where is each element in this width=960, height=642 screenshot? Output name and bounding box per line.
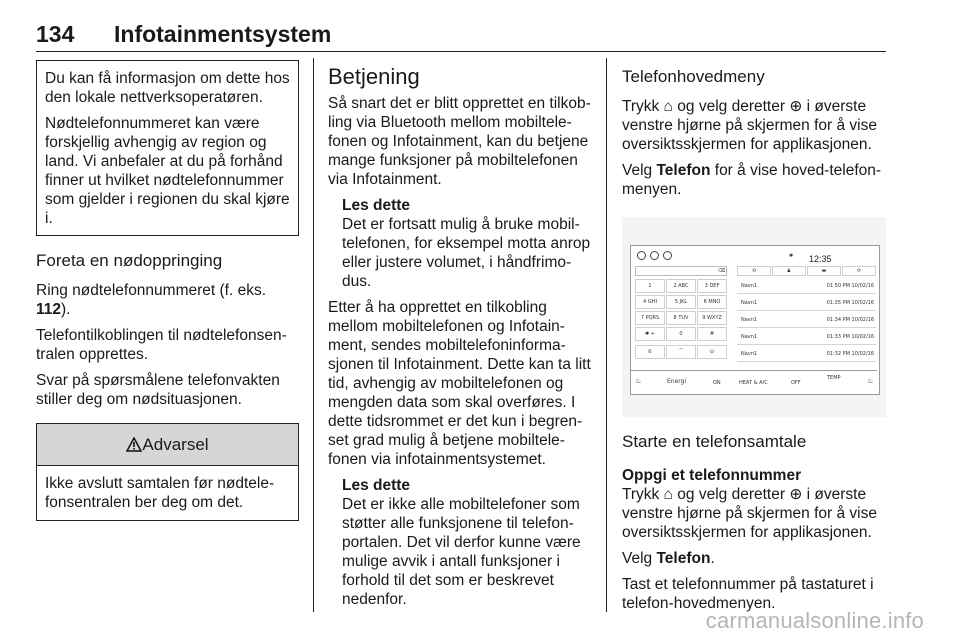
warning-header bbox=[37, 424, 298, 466]
operation-paragraph-2: Etter å ha opprettet en tilkobling mellom mobiltelefonen og Infotainment, sendes mobiltelefoninformasjonen til Infotainment. Dette kan ta litt tid, avhengig av mobiltelefonen og mengden data som skal overføres. I dette tidsrommet er det kun i begrenset grad mulig å betjene mobiltelefonen via infotainmentsystemet. bbox=[328, 299, 591, 468]
phone-menu-paragraph-1: Trykk ⌂ og velg deretter ⊕ i øverste venstre hjørne på skjermen for å vise oversiktsskjermen for applikasjonen. bbox=[622, 98, 877, 153]
note-1 bbox=[342, 196, 593, 291]
operation-paragraph-1: Så snart det er blitt opprettet en tilkobling via Bluetooth mellom mobiltelefonen og Infotainment, kan du betjene mange funksjoner på mobiltelefonen via Infotainment. bbox=[328, 95, 591, 188]
key-1: 1 bbox=[635, 279, 665, 293]
tab-favorites-icon: ▬ bbox=[807, 266, 841, 276]
start-call-paragraph-2: Velg Telefon. bbox=[622, 550, 715, 567]
call-list-item: Navn1 01:34 PM 10/02/16 bbox=[737, 312, 876, 328]
subheading-enter-number: Oppgi et telefonnummer bbox=[622, 467, 802, 484]
note-1-title: Les dette bbox=[342, 197, 411, 214]
key-3: 3 DEF bbox=[697, 279, 727, 293]
header-rule bbox=[36, 51, 886, 52]
warning-text: Ikke avslutt samtalen før nødtelefonsentralen ber deg om det. bbox=[45, 475, 275, 511]
note-2-title: Les dette bbox=[342, 477, 411, 494]
page-number: 134 bbox=[36, 21, 75, 47]
warning-title: Advarsel bbox=[142, 435, 209, 454]
emergency-paragraph-3: Svar på spørsmålene telefonvakten stiller deg om nødsituasjonen. bbox=[36, 372, 280, 408]
start-call-paragraph-3: Tast et telefonnummer på tastaturet i telefon-hovedmenyen. bbox=[622, 576, 874, 612]
contacts-icon: ☏ bbox=[697, 345, 727, 359]
column-divider-right bbox=[606, 58, 607, 612]
section-heading-emergency: Foreta en nødoppringing bbox=[36, 251, 223, 270]
start-call-paragraph-1: Trykk ⌂ og velg deretter ⊕ i øverste venstre hjørne på skjermen for å vise oversiktsskjermen for applikasjonen. bbox=[622, 486, 877, 541]
middle-column bbox=[328, 60, 593, 616]
bluetooth-icon: ✱ bbox=[789, 253, 794, 259]
key-4: 4 GHI bbox=[635, 295, 665, 309]
tab-recent-icon: ⟲ bbox=[737, 266, 771, 276]
key-8: 8 TUV bbox=[666, 311, 696, 325]
seat-heat-right-icon: ♨ bbox=[867, 377, 874, 385]
climate-bar-divider bbox=[631, 370, 877, 371]
tab-contacts-icon: ♟ bbox=[772, 266, 806, 276]
key-7: 7 PQRS bbox=[635, 311, 665, 325]
fan-off-label: OFF bbox=[791, 380, 801, 386]
column-divider-left bbox=[313, 58, 314, 612]
call-list-item: Navn1 01:50 PM 10/02/16 bbox=[737, 278, 876, 294]
call-list-item: Navn1 01:35 PM 10/02/16 bbox=[737, 295, 876, 311]
temp-label: TEMP bbox=[827, 375, 841, 381]
right-column bbox=[622, 60, 888, 620]
warning-box bbox=[36, 423, 299, 521]
home-button-icon bbox=[637, 251, 646, 260]
call-list-item: Navn1 01:32 PM 10/02/16 bbox=[737, 346, 876, 362]
clock: 12:35 bbox=[809, 254, 832, 264]
apps-button-icon bbox=[650, 251, 659, 260]
watermark: carmanualsonline.info bbox=[705, 608, 924, 633]
home-icon: ⌂ bbox=[663, 98, 673, 115]
phone-screen-illustration bbox=[622, 217, 886, 417]
apps-icon: ⊕ bbox=[789, 98, 803, 115]
key-5: 5 JKL bbox=[666, 295, 696, 309]
key-2: 2 ABC bbox=[666, 279, 696, 293]
auto-label: ON bbox=[713, 380, 721, 386]
section-heading-phone-menu: Telefonhovedmeny bbox=[622, 67, 765, 86]
left-column bbox=[36, 60, 299, 521]
home-icon: ⌂ bbox=[663, 486, 673, 503]
infotainment-screen bbox=[630, 245, 880, 395]
page-title: Infotainmentsystem bbox=[114, 21, 332, 47]
apps-icon: ⊕ bbox=[789, 486, 803, 503]
info-paragraph-2: Nødtelefonnummeret kan være forskjellig avhengig av region og land. Vi anbefaler at du på forhånd finner ut hvilket nødtelefonnummer som gjelder i regionen du skal kjøre i. bbox=[45, 115, 290, 227]
phone-menu-paragraph-2: Velg Telefon for å vise hoved-telefonmenyen. bbox=[622, 162, 882, 198]
info-box bbox=[36, 60, 299, 236]
page-header bbox=[36, 10, 886, 52]
emergency-paragraph-2: Telefontilkoblingen til nødtelefonsentralen opprettes. bbox=[36, 327, 287, 363]
key-9: 9 WXYZ bbox=[697, 311, 727, 325]
key-6: 6 MNO bbox=[697, 295, 727, 309]
energy-label: Energi bbox=[667, 378, 687, 385]
emergency-paragraph-1: Ring nødtelefonnummeret (f. eks. 112). bbox=[36, 282, 267, 318]
phone-app-icon bbox=[663, 251, 672, 260]
hangup-icon: ⌒ bbox=[666, 345, 696, 359]
note-2 bbox=[342, 476, 593, 609]
call-icon: ✆ bbox=[635, 345, 665, 359]
heat-ac-label: HEAT & A/C bbox=[739, 380, 768, 386]
key-hash: # bbox=[697, 327, 727, 341]
tab-voicemail-icon: ⟳ bbox=[842, 266, 876, 276]
number-display bbox=[635, 266, 727, 276]
warning-triangle-icon bbox=[126, 437, 142, 452]
key-0: 0 bbox=[666, 327, 696, 341]
note-2-text: Det er ikke alle mobiltelefoner som støtter alle funksjonene til telefonportalen. Det vil derfor kunne være mulige avvik i antall funksjoner i forhold til det som er beskrevet nedenfor. bbox=[342, 496, 581, 608]
key-star: ✱ + bbox=[635, 327, 665, 341]
section-heading-operation: Betjening bbox=[328, 64, 420, 89]
info-paragraph-1: Du kan få informasjon om dette hos den lokale nettverksoperatøren. bbox=[45, 70, 290, 106]
note-1-text: Det er fortsatt mulig å bruke mobiltelefonen, for eksempel motta anrop eller justere volumet, i håndfrimodus. bbox=[342, 216, 591, 290]
section-heading-start-call: Starte en telefonsamtale bbox=[622, 432, 807, 451]
seat-heat-icon: ♨ bbox=[635, 377, 642, 385]
backspace-icon: ⌫ bbox=[718, 268, 726, 274]
call-list-item: Navn1 01:33 PM 10/02/16 bbox=[737, 329, 876, 345]
